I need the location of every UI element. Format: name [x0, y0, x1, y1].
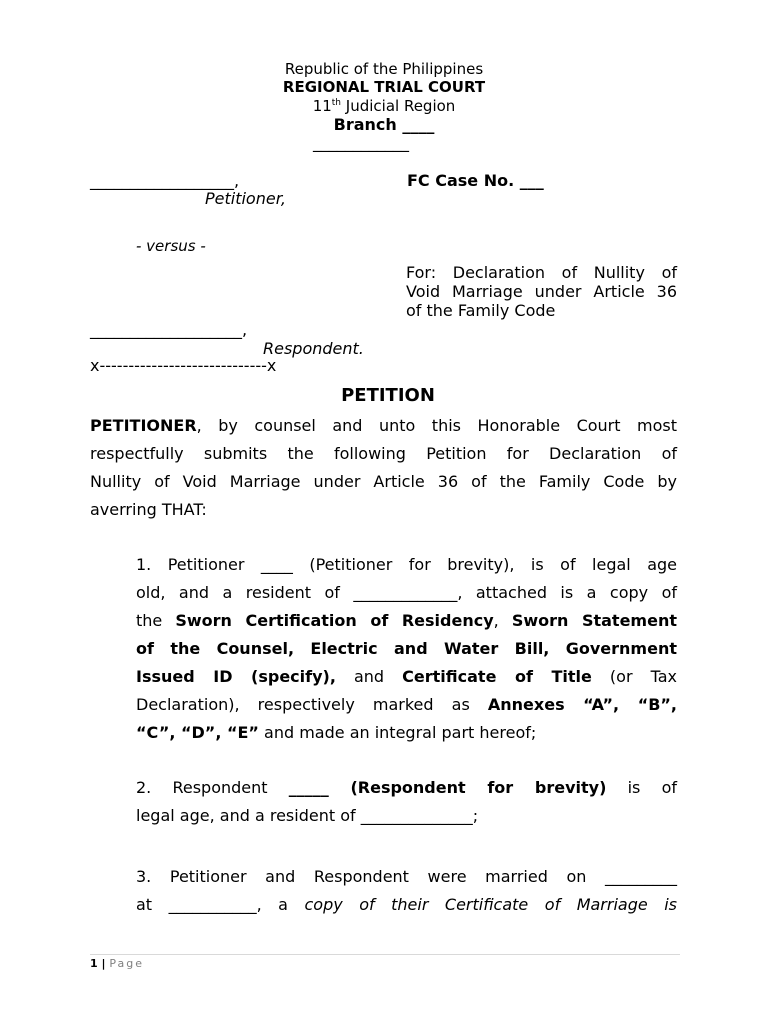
- case-nature-line-2: Void Marriage under Article 36: [406, 282, 677, 301]
- para1-line-7: [136, 725, 536, 741]
- para1-l7a: “C”, “D”, “E”: [136, 723, 259, 742]
- page-separator: |: [97, 957, 110, 970]
- versus-label: - versus -: [136, 237, 206, 255]
- para1-l3b: Sworn Certification of Residency: [175, 611, 494, 630]
- case-nature-line-3: of the Family Code: [406, 301, 556, 320]
- para2-l1a: 2. Respondent: [136, 778, 289, 797]
- para2-line-1: [136, 780, 677, 796]
- region-text: Judicial Region: [341, 97, 456, 115]
- page-footer: [90, 957, 144, 970]
- respondent-name-blank: ___________________,: [90, 320, 248, 339]
- para1-l3d: Sworn Statement: [511, 611, 677, 630]
- respondent-label: Respondent.: [263, 339, 364, 358]
- intro-line-2: respectfully submits the following Petition for Declaration of: [90, 444, 677, 463]
- intro-line-1: [90, 418, 677, 434]
- para1-line-3: [136, 613, 677, 629]
- intro-line-1-text: , by counsel and unto this Honorable Court most: [196, 416, 677, 435]
- para2-l1c: is of: [606, 778, 678, 797]
- para1-line-1: 1. Petitioner ____ (Petitioner for brevity), is of legal age: [136, 555, 677, 574]
- footer-divider: [90, 954, 680, 955]
- para2-l1b: _____ (Respondent for brevity): [288, 778, 607, 797]
- para3-line-1: 3. Petitioner and Respondent were married on _________: [136, 867, 677, 886]
- page-number: 1: [90, 957, 98, 970]
- para1-line-6: [136, 697, 677, 713]
- intro-line-3: Nullity of Void Marriage under Article 36 of the Family Code by: [90, 472, 677, 491]
- court-header-region: [0, 97, 768, 115]
- court-header-republic: Republic of the Philippines: [284, 60, 484, 78]
- court-header-name: REGIONAL TRIAL COURT: [282, 78, 486, 96]
- page-label: Page: [109, 957, 144, 970]
- para1-line-2: old, and a resident of _____________, attached is a copy of: [136, 583, 677, 602]
- para1-l6a: Declaration), respectively marked as: [136, 695, 488, 714]
- para1-l5d: (or Tax: [591, 667, 677, 686]
- region-number: 11: [312, 97, 332, 115]
- para3-l2a: at ___________, a: [136, 895, 305, 914]
- para3-l2b: copy of their Certificate of Marriage is: [304, 895, 678, 914]
- para2-line-2: legal age, and a resident of ______________;: [136, 806, 479, 825]
- case-number: FC Case No. ___: [407, 171, 544, 190]
- petitioner-name-blank: __________________,: [90, 171, 240, 190]
- court-header-branch: Branch ____: [333, 115, 435, 134]
- intro-petitioner: PETITIONER: [90, 416, 197, 435]
- para1-l3c: ,: [493, 611, 512, 630]
- caption-closing-line: x-----------------------------x: [90, 356, 277, 375]
- para1-l5c: Certificate of Title: [402, 667, 592, 686]
- region-suffix: th: [331, 98, 342, 108]
- para1-l5a: Issued ID (specify),: [136, 667, 336, 686]
- intro-line-4: averring THAT:: [90, 500, 207, 519]
- para1-l5b: and: [335, 667, 403, 686]
- para1-l7b: and made an integral part hereof;: [258, 723, 537, 742]
- petitioner-label: Petitioner,: [205, 189, 286, 208]
- para1-line-4: of the Counsel, Electric and Water Bill, Government: [136, 639, 677, 658]
- case-nature-line-1: For: Declaration of Nullity of: [406, 263, 677, 282]
- court-header-rule: ____________: [313, 133, 409, 152]
- para3-line-2: [136, 897, 677, 913]
- para1-l6b: Annexes “A”, “B”,: [487, 695, 677, 714]
- para1-line-5: [136, 669, 677, 685]
- para1-l3a: the: [136, 611, 176, 630]
- document-title: PETITION: [341, 385, 435, 406]
